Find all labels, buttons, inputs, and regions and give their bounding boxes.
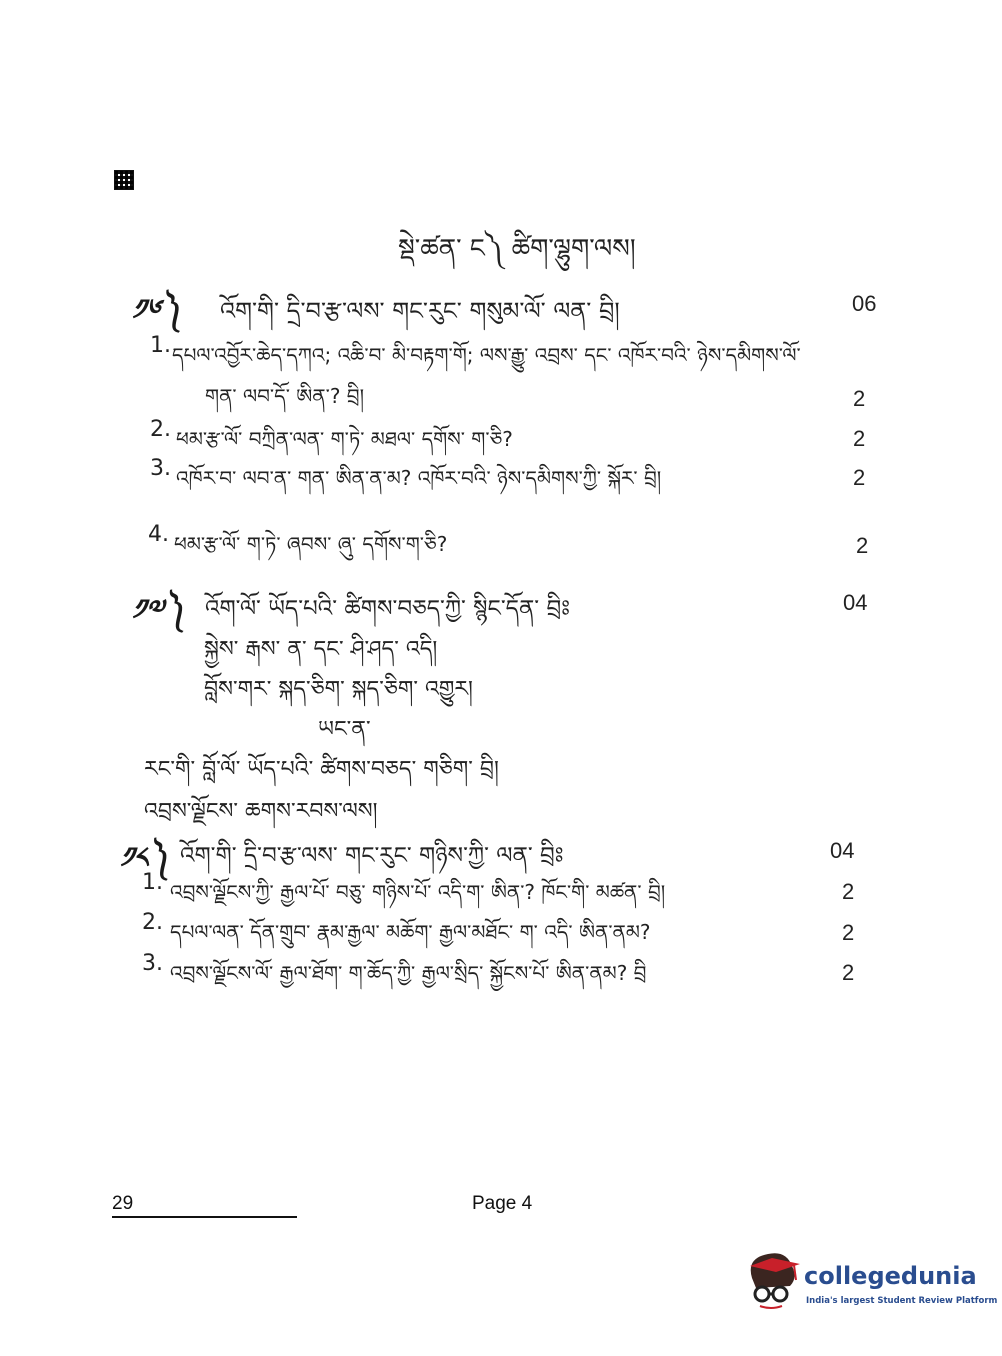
sub-question-mark: 2 xyxy=(842,960,855,985)
page-label: Page 4 xyxy=(472,1193,533,1214)
verse-line: བློས་གར་ སྐད་ཅིག་ སྐད་ཅིག་ འགྱུར། xyxy=(204,677,473,702)
alternative-prompt: རང་གི་ བློ་ལོ་ ཡོད་པའི་ ཚིགས་བཅད་ གཅིག་ བྲི། xyxy=(144,757,499,782)
question-prompt: འོག་ལོ་ ཡོད་པའི་ ཚིགས་བཅད་ཀྱི་ སྙིང་དོན་ བྲིཿ xyxy=(205,596,570,622)
sub-question-text: དཔལ་འབྱོར་ཆེད་དཀའ; འཆི་བ་ མི་བརྟག་གོ; ལས་རྒྱུ་ འབྲས་ དང་ འཁོར་བའི་ ཉེས་དམིགས་ལོ་ xyxy=(172,343,801,367)
question-prompt: འོག་གི་ དྲི་བ་རྩ་ལས་ གང་རུང་ གསུམ་ལོ་ ལན་ བྲི། xyxy=(220,297,620,325)
qr-code-icon xyxy=(114,170,134,190)
sub-question-number: 1. xyxy=(150,333,171,358)
sub-question-mark: 2 xyxy=(853,465,866,490)
sub-question-number: 3. xyxy=(142,951,163,976)
sub-question-text: དཔལ་ལན་ དོན་གྲུབ་ རྣམ་རྒྱལ་ མཆོག་ རྒྱལ་མཐོང་ ག་ འདི་ ཨིན་ནམ? xyxy=(170,920,651,944)
sub-question-number: 1. xyxy=(142,870,163,895)
section-title: སྡེ་ཚན་ ང༽ ཚིག་ལྷུག་ལས། xyxy=(398,234,636,264)
sub-question-number: 4. xyxy=(148,522,169,547)
alternative-source: འབྲས་ལྗོངས་ ཆགས་རབས་ལས། xyxy=(144,799,378,824)
sub-question-text-continued: གན་ ལབ་དོ་ ཨིན་? བྲི། xyxy=(205,384,365,408)
page-number-code: 29 xyxy=(112,1193,134,1214)
sub-question-mark: 2 xyxy=(853,426,866,451)
sub-question-number: 2. xyxy=(142,910,163,935)
brand-tagline: India's largest Student Review Platform xyxy=(806,1296,998,1306)
verse-line: སྐྱེས་ རྒས་ ན་ དང་ ཤི་ཤད་ འདི། xyxy=(204,637,438,662)
question-number: ༡༧༽ xyxy=(132,593,184,626)
collegedunia-logo xyxy=(742,1248,998,1320)
sub-question-text: འབྲས་ལྗོངས་ལོ་ རྒྱལ་ཐོག་ ག་ཆོད་ཀྱི་ རྒྱལ་སྲིད་ སྐྱོངས་པོ་ ཨིན་ནམ? བྲི xyxy=(170,961,647,985)
question-marks: 06 xyxy=(852,291,877,316)
mascot-icon xyxy=(742,1248,804,1314)
sub-question-mark: 2 xyxy=(856,533,869,558)
question-marks: 04 xyxy=(843,590,868,615)
question-marks: 04 xyxy=(830,838,855,863)
question-number: ༡༨༽ xyxy=(120,841,168,874)
sub-question-text: ཕམ་རྩ་ལོ་ ག་ཏེ་ ཞབས་ ཞུ་ དགོས་ག་ཅི? xyxy=(174,532,448,556)
sub-question-text: འབྲས་ལྗོངས་ཀྱི་ རྒྱལ་པོ་ བཅུ་ གཉིས་པོ་ འདི་ག་ ཨིན་? ཁོང་གི་ མཚན་ བྲི། xyxy=(170,880,666,904)
verse-or: ཡང་ན་ xyxy=(318,717,371,742)
sub-question-number: 2. xyxy=(150,417,171,442)
footer-rule xyxy=(112,1216,297,1218)
sub-question-mark: 2 xyxy=(842,920,855,945)
sub-question-text: ཕམ་རྩ་ལོ་ བཀྲིན་ལན་ ག་ཏེ་ མཐལ་ དགོས་ ག་ཅི? xyxy=(176,427,513,451)
sub-question-text: འཁོར་བ་ ལབ་ན་ གན་ ཨིན་ན་མ? འཁོར་བའི་ ཉེས་དམིགས་ཀྱི་ སྐོར་ བྲི། xyxy=(176,466,662,490)
sub-question-mark: 2 xyxy=(853,386,866,411)
sub-question-mark: 2 xyxy=(842,879,855,904)
question-number: ༡༦༽ xyxy=(132,293,180,326)
brand-name: collegedunia xyxy=(804,1262,977,1290)
sub-question-number: 3. xyxy=(150,456,171,481)
question-prompt: འོག་གི་ དྲི་བ་རྩ་ལས་ གང་རུང་ གཉིས་ཀྱི་ ལན་ བྲིཿ xyxy=(180,843,564,869)
